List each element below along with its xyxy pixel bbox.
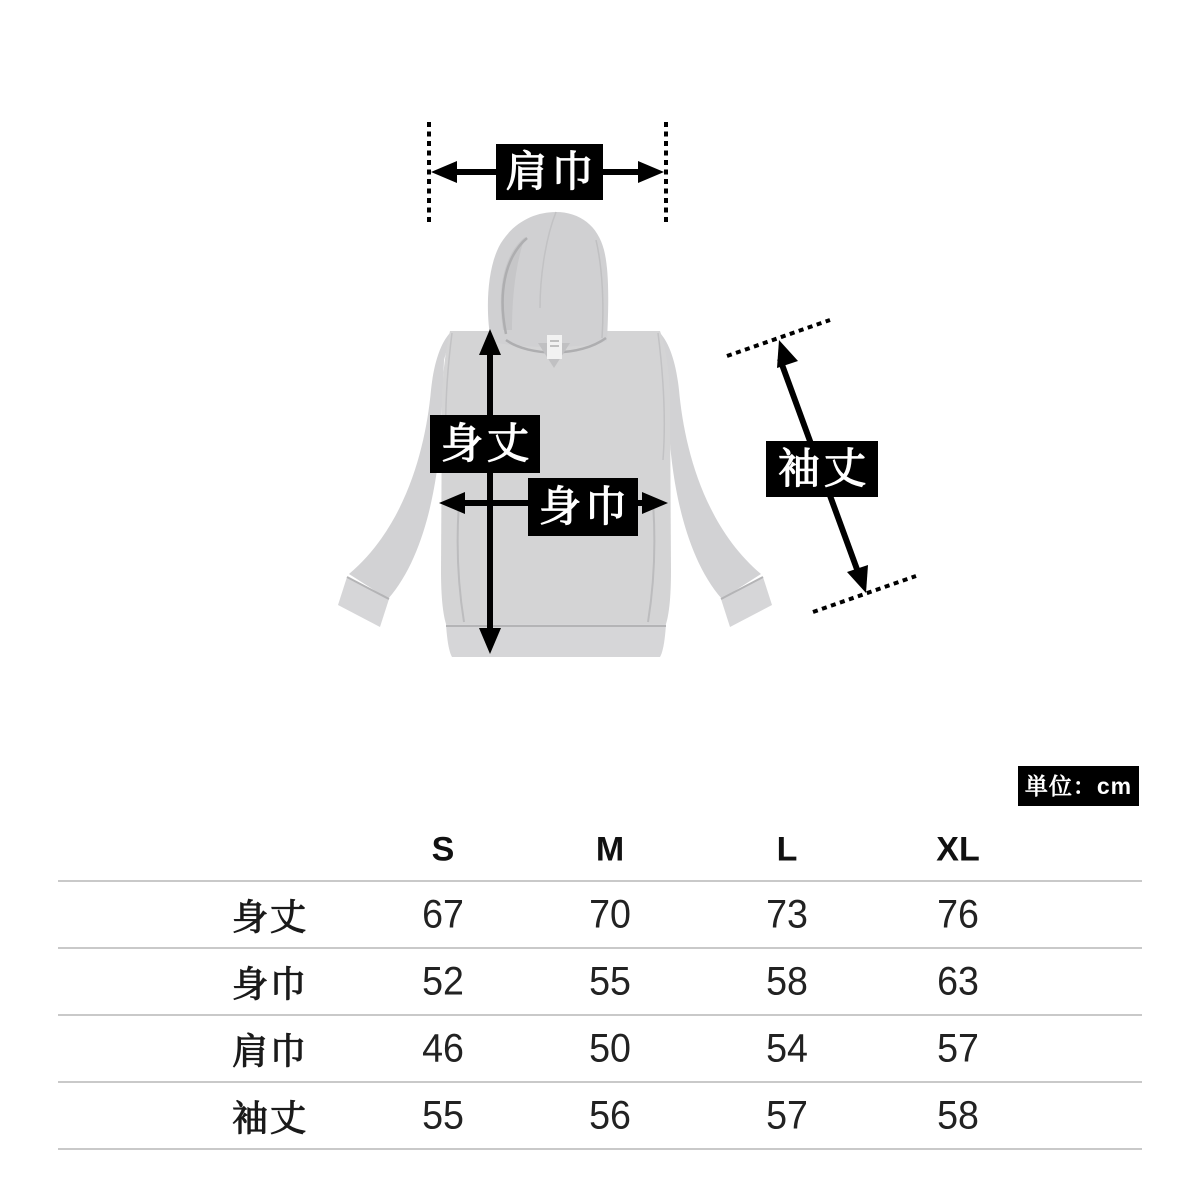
cell-value: 67 (422, 892, 464, 936)
shoulder-width-label: 肩巾 (496, 144, 603, 200)
row-label: 肩巾 (231, 1030, 309, 1071)
body-length-label: 身丈 (430, 415, 540, 473)
cell-value: 57 (937, 1026, 979, 1070)
body-width-label: 身巾 (528, 478, 638, 536)
cell-value: 46 (422, 1026, 464, 1070)
column-header-xl: XL (936, 830, 980, 869)
cell-value: 55 (422, 1093, 464, 1137)
column-header-l: L (776, 830, 798, 869)
column-header-m: M (595, 830, 625, 869)
unit-badge: 単位：cm (1018, 766, 1139, 806)
table-row-body-length (58, 880, 1142, 947)
row-label: 身巾 (231, 963, 309, 1004)
cell-value: 54 (766, 1026, 808, 1070)
cell-value: 50 (589, 1026, 631, 1070)
table-row-sleeve-length (58, 1081, 1142, 1150)
table-row-shoulder-width (58, 1014, 1142, 1081)
row-label: 身丈 (231, 896, 309, 937)
cell-value: 76 (937, 892, 979, 936)
column-header-s: S (431, 830, 455, 869)
sleeve-length-label: 袖丈 (766, 441, 878, 497)
cell-value: 63 (937, 959, 979, 1003)
cell-value: 73 (766, 892, 808, 936)
cell-value: 58 (766, 959, 808, 1003)
size-table-header (58, 820, 1142, 880)
cell-value: 70 (589, 892, 631, 936)
hoodie-garment (338, 212, 772, 657)
neck-tag (547, 335, 562, 359)
table-row-body-width (58, 947, 1142, 1014)
cell-value: 55 (589, 959, 631, 1003)
cell-value: 56 (589, 1093, 631, 1137)
cell-value: 52 (422, 959, 464, 1003)
size-table (58, 820, 1142, 1150)
row-label: 袖丈 (231, 1097, 309, 1138)
cell-value: 57 (766, 1093, 808, 1137)
cell-value: 58 (937, 1093, 979, 1137)
